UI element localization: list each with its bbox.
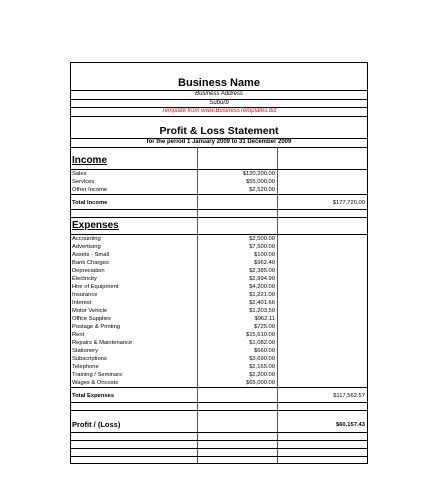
- expense-label: Assets - Small: [72, 252, 110, 258]
- divider: [71, 194, 367, 195]
- divider: [71, 410, 367, 411]
- expense-label: Training / Seminars: [72, 372, 123, 378]
- total-income-value: $177,720.00: [332, 200, 365, 206]
- expense-row: [71, 379, 367, 387]
- expense-label: Hire of Equipment: [72, 284, 119, 290]
- expense-amount: $2,994.90: [249, 276, 275, 282]
- expense-label: Electricity: [72, 276, 97, 282]
- total-expenses-label: Total Expenses: [72, 393, 115, 399]
- expense-label: Wages & Oncosts: [72, 380, 119, 386]
- profit-loss-value: $60,157.43: [335, 422, 365, 428]
- expense-row: [71, 355, 367, 363]
- income-row: [71, 170, 367, 178]
- expense-row: [71, 323, 367, 331]
- expense-amount: $7,500.00: [249, 244, 275, 250]
- expense-label: Subscriptions: [72, 356, 107, 362]
- total-income-row: [71, 199, 367, 207]
- expense-label: Bank Charges: [72, 260, 109, 266]
- income-amount: $55,000.00: [245, 179, 275, 185]
- divider: [71, 209, 367, 210]
- expense-label: Advertising: [72, 244, 101, 250]
- expense-label: Depreciation: [72, 268, 105, 274]
- divider: [71, 116, 367, 117]
- divider: [71, 387, 367, 388]
- statement-period: for the period 1 January 2009 to 31 December 2009: [146, 139, 292, 145]
- divider: [71, 456, 367, 457]
- expense-amount: $660.00: [254, 348, 275, 354]
- expense-amount: $1,082.00: [249, 340, 275, 346]
- expense-label: Accounting: [72, 236, 101, 242]
- income-row: [71, 186, 367, 194]
- expense-row: [71, 299, 367, 307]
- expense-amount: $2,200.00: [249, 372, 275, 378]
- divider: [71, 147, 367, 148]
- expense-amount: $962.40: [254, 260, 275, 266]
- profit-loss-row: [71, 420, 367, 430]
- income-label: Services: [72, 179, 95, 185]
- expense-amount: $15,610.00: [245, 332, 275, 338]
- business-name: Business Name: [178, 77, 260, 89]
- expense-amount: $4,200.00: [249, 284, 275, 290]
- expense-row: [71, 283, 367, 291]
- total-expenses-value: $117,562.57: [333, 393, 365, 399]
- expense-row: [71, 347, 367, 355]
- expense-amount: $100.00: [254, 252, 275, 258]
- expense-label: Postage & Printing: [72, 324, 121, 330]
- expense-row: [71, 291, 367, 299]
- expense-row: [71, 363, 367, 371]
- expense-amount: $65,000.00: [245, 380, 275, 386]
- expense-amount: $725.00: [254, 324, 275, 330]
- suburb: Suburb: [209, 100, 229, 106]
- expense-label: Telephone: [72, 364, 99, 370]
- expense-amount: $962.11: [254, 316, 275, 322]
- total-expenses-row: [71, 392, 367, 400]
- profit-loss-label: Profit / (Loss): [72, 420, 121, 429]
- expense-row: [71, 307, 367, 315]
- expense-row: [71, 371, 367, 379]
- expense-label: Stationery: [72, 348, 99, 354]
- expense-label: Motor Vehicle: [72, 308, 108, 314]
- expense-label: Office Supplies: [72, 316, 111, 322]
- expense-label: Rent: [72, 332, 85, 338]
- expense-amount: $1,203.50: [249, 308, 275, 314]
- expense-amount: $2,385.00: [249, 268, 275, 274]
- expense-row: [71, 251, 367, 259]
- expense-amount: $3,690.00: [249, 356, 275, 362]
- income-amount: $2,520.00: [249, 187, 275, 193]
- profit-loss-sheet: [70, 62, 368, 464]
- expense-amount: $2,401.66: [249, 300, 275, 306]
- expense-row: [71, 339, 367, 347]
- income-row: [71, 178, 367, 186]
- expense-label: Insurance: [72, 292, 98, 298]
- expense-row: [71, 235, 367, 243]
- divider: [71, 432, 367, 433]
- expense-row: [71, 331, 367, 339]
- business-address: Business Address: [195, 91, 243, 97]
- expense-row: [71, 315, 367, 323]
- expense-label: Repairs & Maintenance: [72, 340, 133, 346]
- income-amount: $120,200.00: [242, 171, 275, 177]
- expense-row: [71, 275, 367, 283]
- expense-amount: $2,165.00: [249, 364, 275, 370]
- divider: [71, 217, 367, 218]
- income-heading: Income: [72, 155, 108, 166]
- income-label: Sales: [72, 171, 87, 177]
- divider: [71, 440, 367, 441]
- divider: [71, 402, 367, 403]
- expense-row: [71, 259, 367, 267]
- divider: [71, 448, 367, 449]
- income-label: Other Income: [72, 187, 108, 193]
- expense-label: Interest: [72, 300, 92, 306]
- expense-amount: $1,221.00: [249, 292, 275, 298]
- template-link[interactable]: Template from www.BusinessTemplates.biz: [161, 108, 277, 114]
- expense-amount: $2,500.00: [249, 236, 275, 242]
- expenses-heading: Expenses: [72, 220, 119, 231]
- statement-title: Profit & Loss Statement: [159, 125, 279, 137]
- total-income-label: Total Income: [72, 200, 108, 206]
- expense-row: [71, 243, 367, 251]
- expense-row: [71, 267, 367, 275]
